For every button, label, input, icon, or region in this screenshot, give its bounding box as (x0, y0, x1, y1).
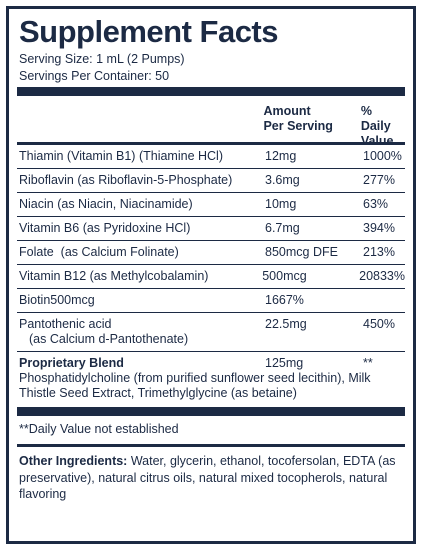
proprietary-blend (17, 352, 405, 407)
nutrient-name: Folate (as Calcium Folinate) (19, 245, 179, 259)
other-ingredients (17, 447, 405, 503)
servings-per-container: Servings Per Container: 50 (19, 69, 170, 83)
table-header (17, 96, 405, 148)
blend-name: Proprietary Blend (19, 356, 124, 370)
table-row (17, 265, 405, 289)
nutrient-dv: 450% (363, 317, 395, 331)
nutrient-amount: 1667% (265, 293, 304, 307)
table-row (17, 169, 405, 193)
nutrient-amount: 10mg (265, 197, 297, 211)
nutrient-name: Biotin500mcg (19, 293, 95, 307)
other-ingredients-text: Water, glycerin, ethanol, tocofersolan, EDTA (as preservative), natural citrus oils, natural mixed tocopherols, natural flavoring (19, 454, 396, 501)
nutrient-name: Niacin (as Niacin, Niacinamide) (19, 197, 193, 211)
nutrient-name: Thiamin (Vitamin B1) (Thiamine HCl) (19, 149, 223, 163)
nutrient-dv: 394% (363, 221, 395, 235)
thick-divider (17, 407, 405, 416)
table-row (17, 217, 405, 241)
amount-header: Amount Per Serving (263, 104, 333, 133)
table-row (17, 193, 405, 217)
nutrient-name: Vitamin B6 (as Pyridoxine HCl) (19, 221, 191, 235)
table-row (17, 313, 405, 352)
blend-description: Phosphatidylcholine (from purified sunflower seed lecithin), Milk Thistle Seed Extract, Trimethylglycine (as betaine) (19, 371, 371, 400)
table-row (17, 289, 405, 313)
nutrient-dv (363, 293, 405, 308)
thick-divider (17, 87, 405, 96)
blend-amount: 125mg (265, 356, 304, 370)
nutrient-name: Riboflavin (as Riboflavin-5-Phosphate) (19, 173, 233, 187)
nutrient-name: Vitamin B12 (as Methylcobalamin) (19, 269, 209, 283)
nutrient-dv: 277% (363, 173, 395, 187)
nutrient-dv: 213% (363, 245, 395, 259)
table-row (17, 241, 405, 265)
other-ingredients-label: Other Ingredients: (19, 454, 128, 468)
blend-dv: ** (363, 356, 373, 370)
nutrient-name: Pantothenic acid (19, 317, 112, 331)
nutrient-amount: 500mcg (262, 269, 307, 283)
supplement-facts-panel (6, 6, 416, 544)
panel-title: Supplement Facts (19, 14, 278, 49)
daily-value-note: **Daily Value not established (17, 416, 405, 447)
nutrient-amount: 3.6mg (265, 173, 300, 187)
table-row (17, 145, 405, 169)
nutrient-dv: 20833% (359, 269, 405, 283)
nutrient-dv: 63% (363, 197, 389, 211)
daily-value-header: % Daily Value (360, 104, 394, 148)
nutrient-dv: 1000% (363, 149, 402, 163)
nutrient-amount: 22.5mg (265, 317, 307, 331)
nutrient-name-detail: (as Calcium d-Pantothenate) (29, 332, 189, 346)
serving-size: Serving Size: 1 mL (2 Pumps) (19, 52, 185, 66)
nutrient-amount: 12mg (265, 149, 297, 163)
nutrient-amount: 850mcg DFE (265, 245, 338, 259)
nutrient-amount: 6.7mg (265, 221, 300, 235)
